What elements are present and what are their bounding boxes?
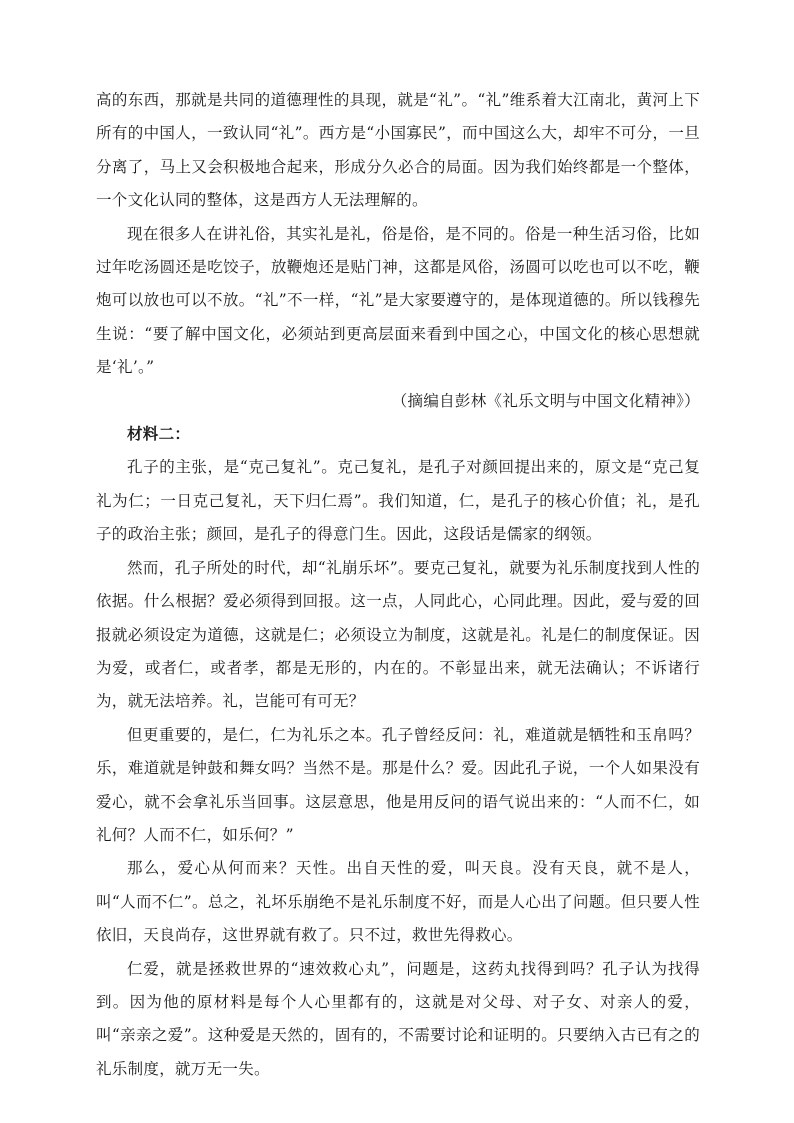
document-body (96, 84, 700, 1086)
source-citation: （摘编自彭林《礼乐文明与中国文化精神》） (391, 391, 700, 410)
paragraph-conscience: 那么，爱心从何而来？天性。出自天性的爱，叫天良。没有天良，就不是人，叫“人而不仁”。总之，礼坏乐崩绝不是礼乐制度不好，而是人心出了问题。但只要人性依旧，天良尚存，这世界就有救了。只不过，救世先得救心。 (96, 859, 700, 945)
paragraph-heart-remedy: 仁爱，就是拯救世界的“速效救心丸”，问题是，这药丸找得到吗？孔子认为找得到。因为他的原材料是每个人心里都有的，这就是对父母、对子女、对亲人的爱，叫“亲亲之爱”。这种爱是天然的，固有的，不需要讨论和证明的。只要纳入古已有之的礼乐制度，就万无一失。 (96, 959, 700, 1078)
paragraph-benevolence-root: 但更重要的，是仁，仁为礼乐之本。孔子曾经反问：礼，难道就是牺牲和玉帛吗？乐，难道就是钟鼓和舞女吗？当然不是。那是什么？爱。因此孔子说，一个人如果没有爱心，就不会拿礼乐当回事。这层意思，他是用反问的语气说出来的：“人而不仁，如礼何？人而不仁，如乐何？” (96, 725, 700, 844)
paragraph-customs: 现在很多人在讲礼俗，其实礼是礼，俗是俗，是不同的。俗是一种生活习俗，比如过年吃汤圆还是吃饺子，放鞭炮还是贴门神，这都是风俗，汤圆可以吃也可以不吃，鞭炮可以放也可以不放。“礼”不一样，“礼”是大家要遵守的，是体现道德的。所以钱穆先生说：“要了解中国文化，必须站到更高层面来看到中国之心，中国文化的核心思想就是‘礼’。” (96, 224, 700, 377)
paragraph-confucius-claim: 孔子的主张，是“克己复礼”。克己复礼，是孔子对颜回提出来的，原文是“克己复礼为仁；一日克己复礼，天下归仁焉”。我们知道，仁，是孔子的核心价值；礼，是孔子的政治主张；颜回，是孔子的得意门生。因此，这段话是儒家的纲领。 (96, 458, 700, 544)
material-two-heading: 材料二： (127, 425, 191, 444)
paragraph-ritual-collapse: 然而，孔子所处的时代，却“礼崩乐坏”。要克己复礼，就要为礼乐制度找到人性的依据。什么根据？爱必须得到回报。这一点，人同此心，心同此理。因此，爱与爱的回报就必须设定为道德，这就是仁；必须设立为制度，这就是礼。礼是仁的制度保证。因为爱，或者仁，或者孝，都是无形的，内在的。不彰显出来，就无法确认；不诉诸行为，就无法培养。礼，岂能可有可无？ (96, 558, 700, 711)
paragraph-continued: 高的东西，那就是共同的道德理性的具现，就是“礼”。“礼”维系着大江南北，黄河上下所有的中国人，一致认同“礼”。西方是“小国寡民”，而中国这么大，却牢不可分，一旦分离了，马上又会积极地合起来，形成分久必合的局面。因为我们始终都是一个整体，一个文化认同的整体，这是西方人无法理解的。 (96, 91, 700, 210)
